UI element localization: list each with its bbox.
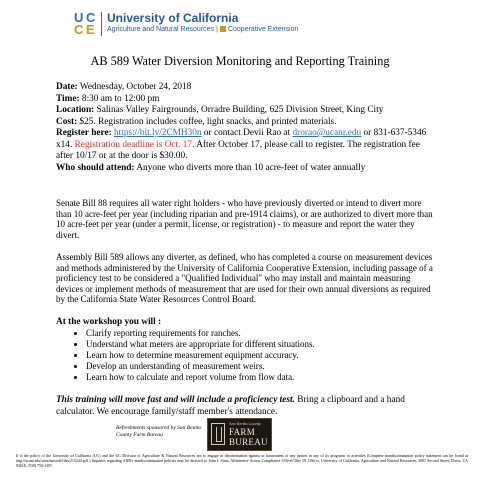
ab589-paragraph: Assembly Bill 589 allows any diverter, as defined, who has completed a course on measurement devices and methods administered by the University of California Cooperative Extension, including passage of a proficiency test to be considered a "Qualified Individual" who may install and maintain measuring devices or implement methods of measurement that are used for their own annual diversions as required by the California State Water Resources Control Board. xyxy=(56,252,433,304)
logo-text xyxy=(107,12,298,35)
logo-subline: Agriculture and Natural Resources | Cooperative Extension xyxy=(107,26,299,33)
shield-icon xyxy=(211,423,225,445)
cost-line: Cost: $25. Registration includes coffee, light snacks, and printed materials. xyxy=(56,116,337,127)
farm-bureau-logo: San Benito County FARM BUREAU xyxy=(207,418,272,451)
closing-note: This training will move fast and will include a proficiency test. Bring a clipboard and a hand calculator. We encourage family/staff member's attendance. xyxy=(56,395,405,417)
workshop-list xyxy=(72,328,315,383)
list-item: • Understand what meters are appropriate for different situations. xyxy=(86,339,315,350)
date-line: Date: Wednesday, October 24, 2018 xyxy=(56,82,192,92)
nondiscrimination-policy: It is the policy of the University of California (UC) and the UC Division of Agriculture & Natural Resources not to engage in discrimination against or harassment of any person in any of its programs or activities (Complete nondiscrimination policy statement can be found at http://ucanr.edu/sites/anrstaff/files/215244.pdf ) Inquiries regarding ANR's nondiscrimination policies may be directed to John I. Sims, Affirmative Action Compliance Officer/Title IX Officer, University of California, Agriculture and Natural Resources, 2801 Second Street, Davis, CA 95618, (530) 750-1397. xyxy=(16,454,468,468)
ucce-logo xyxy=(74,12,298,36)
location-line: Location: Salinas Valley Fairgrounds, Orradre Building, 625 Division Street, King City xyxy=(56,105,384,115)
logo-divider xyxy=(101,12,102,36)
sponsor-note: Refreshments sponsored by San Benito County Farm Bureau xyxy=(116,425,202,438)
list-item: • Clarify reporting requirements for ranches. xyxy=(86,328,315,339)
event-info xyxy=(56,82,436,174)
registration-link[interactable]: https://bit.ly/2CMH30n xyxy=(114,128,202,138)
square-icon xyxy=(220,26,226,32)
who-line: Who should attend: Anyone who diverts more than 10 acre-feet of water annually xyxy=(56,162,366,173)
sb88-paragraph: Senate Bill 88 requires all water right holders - who have previously diverted or intend to divert more than 10 acre-feet per year (including riparian and pre-1914 claims), or are authorized to divert more than 10 acre-feet per year (under a permit, license, or registration) - to measure and report the water they divert. xyxy=(56,198,433,240)
email-link[interactable]: drorao@ucanr.edu xyxy=(292,128,362,138)
logo-org-name: University of California xyxy=(107,11,239,25)
register-line: Register here: https://bit.ly/2CMH30n or contact Devii Rao at drorao@ucanr.edu or 831-637-5346 x14. Registration deadline is Oct. 17. After October 17, please call to register. The registration fee after 10/17 or at the door is $30.00. xyxy=(56,128,427,161)
list-item: • Develop an understanding of measurement weirs. xyxy=(86,361,315,372)
page-title: AB 589 Water Diversion Monitoring and Reporting Training xyxy=(90,54,390,68)
list-item: • Learn how to determine measurement equipment accuracy. xyxy=(86,350,315,361)
registration-deadline: Registration deadline is Oct. 17. xyxy=(74,139,195,150)
time-line: Time: 8:30 am to 12:00 pm xyxy=(56,93,160,104)
ucce-monogram: U C C E xyxy=(74,10,96,37)
list-item: • Learn how to calculate and report volume from flow data. xyxy=(86,372,315,383)
workshop-heading: At the workshop you will : xyxy=(56,317,162,327)
